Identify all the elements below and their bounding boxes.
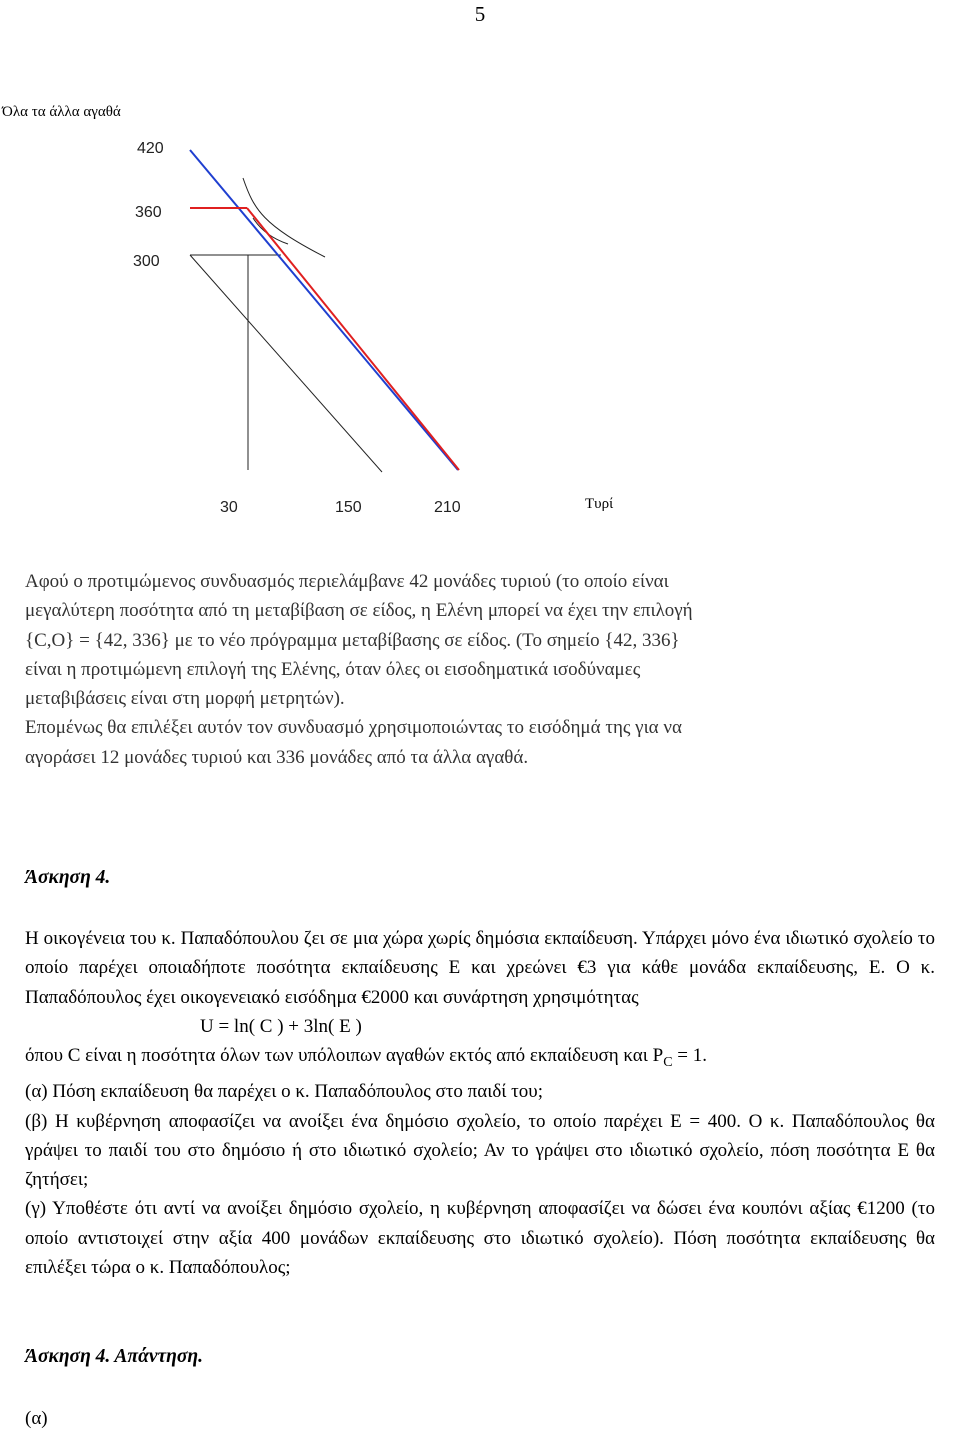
budget-line-original — [190, 255, 382, 472]
x-tick-30: 30 — [220, 499, 238, 516]
where-end: = 1. — [672, 1045, 708, 1067]
p1-line-5: μεταβιβάσεις είναι στη μορφή μετρητών). — [25, 688, 345, 710]
y-axis-label: Όλα τα άλλα αγαθά — [2, 104, 121, 120]
answer-title: Άσκηση 4. Απάντηση. — [25, 1346, 203, 1367]
p1-line-3: {C,O} = {42, 336} με το νέο πρόγραμμα μεταβίβασης σε είδος. (Το σημείο {42, 336} — [25, 629, 680, 651]
page-number: 5 — [474, 2, 486, 26]
answer-part-a: (α) — [25, 1408, 48, 1429]
p1-line-4: είναι η προτιμώμενη επιλογή της Ελένης, όταν όλες οι εισοδηματικά ισοδύναμες — [25, 658, 641, 680]
p1-line-7: αγοράσει 12 μονάδες τυριού και 336 μονάδες από τα άλλα αγαθά. — [25, 746, 529, 768]
where-text: όπου C είναι η ποσότητα όλων των υπόλοιπων αγαθών εκτός από εκπαίδευση και P — [25, 1045, 664, 1067]
where-subscript: C — [663, 1054, 673, 1070]
exercise-title: Άσκηση 4. — [25, 867, 111, 888]
budget-line-in-kind — [247, 208, 459, 470]
question-b: (β) Η κυβέρνηση αποφασίζει να ανοίξει ένα δημόσιο σχολείο, το οποίο παρέχει E = 400. O κ. Παπαδόπουλος θα γράψει το παιδί του στο δημόσιο ή στο ιδιωτικό σχολείο; Αν το γράψει στο ιδιωτικό σχολείο, πόση ποσότητα E θα ζητήσει; — [25, 1110, 935, 1191]
x-tick-150: 150 — [335, 499, 362, 516]
x-axis-label: Τυρί — [585, 496, 614, 512]
y-tick-300: 300 — [133, 253, 160, 270]
utility-formula: U = ln( C ) + 3ln( E ) — [200, 1015, 362, 1037]
exercise-intro: Η οικογένεια του κ. Παπαδόπουλου ζει σε μια χώρα χωρίς δημόσια εκπαίδευση. Υπάρχει μόνο ένα ιδιωτικό σχολείο το οποίο παρέχει οποιαδήποτε ποσότητα εκπαίδευσης E και χρεώνει €3 για κάθε μονάδα εκπαίδευσης, E. O κ. Παπαδόπουλος έχει οικογενειακό εισόδημα €2000 και συνάρτηση χρησιμότητας — [25, 928, 935, 1008]
x-tick-210: 210 — [434, 499, 461, 516]
question-a: (α) Πόση εκπαίδευση θα παρέχει ο κ. Παπαδόπουλος στο παιδί του; — [25, 1081, 543, 1103]
budget-line-cash — [190, 150, 458, 470]
budget-constraint-figure — [0, 0, 960, 560]
where-line — [25, 1041, 935, 1077]
exercise-body — [25, 924, 935, 1282]
p1-line-2: μεγαλύτερη ποσότητα από τη μεταβίβαση σε είδος, η Ελένη μπορεί να έχει την επιλογή — [25, 600, 693, 622]
p1-line-1: Αφού ο προτιμώμενος συνδυασμός περιελάμβανε 42 μονάδες τυριού (το οποίο είναι — [25, 571, 669, 592]
p1-line-6: Επομένως θα επιλέξει αυτόν τον συνδυασμό χρησιμοποιώντας το εισόδημά της για να — [25, 717, 682, 739]
y-tick-360: 360 — [135, 204, 162, 221]
question-c: (γ) Υποθέστε ότι αντί να ανοίξει δημόσιο σχολείο, η κυβέρνηση αποφασίζει να δώσει ένα κουπόνι αξίας €1200 (το οποίο αντιστοιχεί στην αξία 400 μονάδων εκπαίδευσης στο ιδιωτικό σχολείο). Πόση ποσότητα εκπαίδευσης θα επιλέξει τώρα ο κ. Παπαδόπουλος; — [25, 1198, 935, 1279]
y-tick-420: 420 — [137, 140, 164, 157]
paragraph-1 — [25, 567, 935, 772]
